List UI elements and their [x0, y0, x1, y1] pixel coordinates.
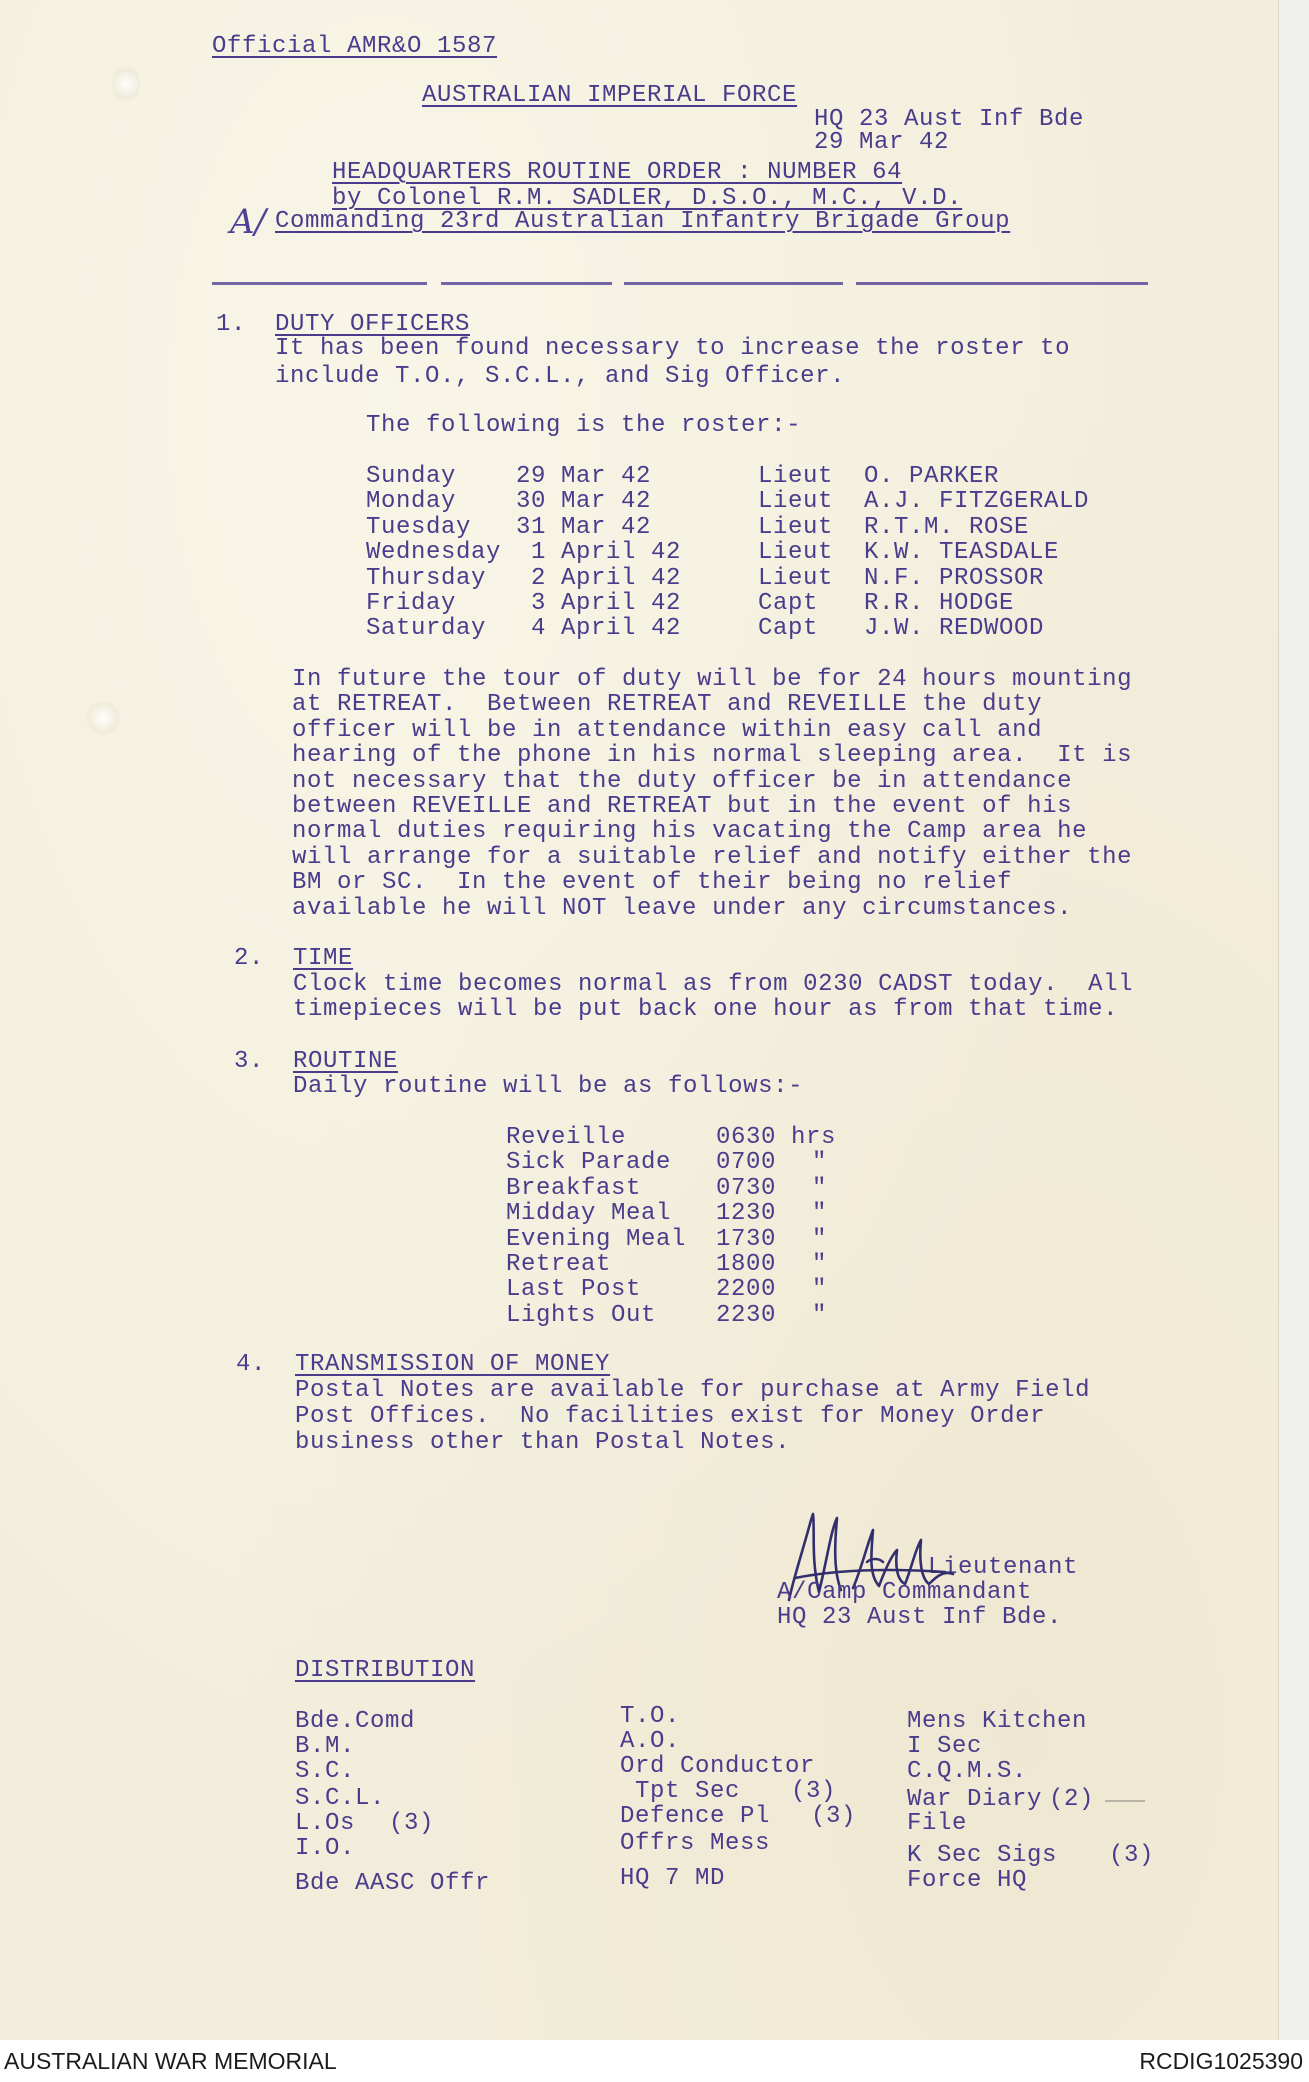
section-heading-routine: ROUTINE	[293, 1048, 399, 1075]
roster-heading: The following is the roster:-	[366, 412, 802, 439]
paragraph-line: between REVEILLE and RETREAT but in the event of his	[292, 792, 1073, 820]
paragraph-line: BM or SC. In the event of their being no relief	[292, 869, 1013, 897]
roster-day: Friday	[366, 590, 457, 617]
routine-time: 1730	[716, 1226, 777, 1253]
roster-officer-name: R.T.M. ROSE	[864, 514, 1030, 541]
paragraph-line: officer will be in attendance within easy call and	[292, 716, 1043, 744]
ditto-mark: "	[812, 1226, 828, 1253]
distribution-item: Mens Kitchen	[907, 1708, 1088, 1735]
archive-name: AUSTRALIAN WAR MEMORIAL	[4, 2048, 337, 2074]
issued-by-line: by Colonel R.M. SADLER, D.S.O., M.C., V.D.	[332, 185, 963, 212]
distribution-item: L.Os	[295, 1810, 356, 1837]
paragraph-line: available he will NOT leave under any circumstances.	[292, 894, 1073, 922]
duty-intro-line: include T.O., S.C.L., and Sig Officer.	[275, 363, 846, 390]
distribution-item: Tpt Sec	[635, 1778, 741, 1805]
distribution-item: S.C.L.	[295, 1785, 386, 1812]
distribution-copies: (2)	[1049, 1786, 1095, 1813]
distribution-item: Bde AASC Offr	[295, 1870, 491, 1897]
archive-footer	[0, 2040, 1309, 2082]
roster-rank: Lieut	[758, 565, 834, 592]
roster-officer-name: K.W. TEASDALE	[864, 539, 1060, 566]
roster-row	[0, 489, 1278, 515]
separator-line-segment	[212, 282, 427, 285]
routine-time: 2230	[716, 1302, 777, 1329]
roster-day: Thursday	[366, 565, 487, 592]
roster-officer-name: N.F. PROSSOR	[864, 565, 1045, 592]
roster-rank: Capt	[758, 615, 819, 642]
routine-row	[0, 1252, 1278, 1278]
separator-line-segment	[856, 282, 1148, 285]
ditto-mark: "	[812, 1149, 828, 1176]
roster-officer-name: O. PARKER	[864, 463, 1000, 490]
distribution-copies: (3)	[1109, 1842, 1155, 1869]
roster-officer-name: A.J. FITZGERALD	[864, 488, 1090, 515]
paragraph-line: In future the tour of duty will be for 24 hours mounting	[292, 666, 1133, 693]
paragraph-line: not necessary that the duty officer be in attendance	[292, 767, 1073, 795]
distribution-item: Ord Conductor	[620, 1753, 816, 1780]
roster-date: 30 Mar 42	[516, 488, 652, 515]
routine-row	[0, 1227, 1278, 1253]
routine-time: 1800	[716, 1251, 777, 1278]
separator-line-segment	[441, 282, 612, 285]
duty-intro-line: It has been found necessary to increase the roster to	[275, 335, 1071, 362]
distribution-item: C.Q.M.S.	[907, 1758, 1028, 1785]
routine-event: Midday Meal	[506, 1200, 672, 1227]
distribution-copies: (3)	[811, 1803, 857, 1830]
paragraph-line: at RETREAT. Between RETREAT and REVEILLE the duty	[292, 691, 1043, 719]
section-number: 1.	[216, 311, 247, 338]
distribution-item: I.O.	[295, 1835, 356, 1862]
section-heading-transmission-of-money: TRANSMISSION OF MONEY	[295, 1351, 611, 1378]
money-line: Postal Notes are available for purchase at Army Field	[295, 1377, 1091, 1404]
roster-day: Wednesday	[366, 539, 502, 566]
routine-event: Lights Out	[506, 1302, 657, 1329]
section-heading-time: TIME	[293, 945, 354, 972]
distribution-item: War Diary	[907, 1786, 1043, 1813]
signatory-unit: HQ 23 Aust Inf Bde.	[777, 1604, 1063, 1631]
roster-officer-name: J.W. REDWOOD	[864, 615, 1045, 642]
roster-row	[0, 616, 1278, 642]
distribution-item: K Sec Sigs	[907, 1842, 1058, 1869]
roster-rank: Lieut	[758, 514, 834, 541]
ditto-mark: "	[812, 1302, 828, 1329]
ditto-mark: "	[812, 1276, 828, 1303]
roster-day: Tuesday	[366, 514, 472, 541]
routine-event: Sick Parade	[506, 1149, 672, 1176]
routine-intro: Daily routine will be as follows:-	[293, 1073, 804, 1100]
roster-date: 3 April 42	[531, 590, 682, 617]
money-line: business other than Postal Notes.	[295, 1429, 791, 1456]
routine-time: 2200	[716, 1276, 777, 1303]
distribution-item: Force HQ	[907, 1867, 1028, 1894]
routine-row	[0, 1303, 1278, 1329]
roster-date: 4 April 42	[531, 615, 682, 642]
section-number: 3.	[234, 1048, 265, 1075]
roster-date: 31 Mar 42	[516, 514, 652, 541]
paper-crease	[86, 700, 120, 736]
money-line: Post Offices. No facilities exist for Money Order	[295, 1403, 1046, 1430]
roster-row	[0, 515, 1278, 541]
roster-rank: Capt	[758, 590, 819, 617]
paragraph-line: hearing of the phone in his normal sleeping area. It is	[292, 742, 1133, 770]
section-number: 2.	[234, 945, 265, 972]
roster-rank: Lieut	[758, 539, 834, 566]
roster-date: 1 April 42	[531, 539, 682, 566]
force-title: AUSTRALIAN IMPERIAL FORCE	[422, 82, 798, 109]
time-line: Clock time becomes normal as from 0230 CADST today. All	[293, 971, 1134, 998]
routine-event: Last Post	[506, 1276, 642, 1303]
ditto-mark: "	[812, 1251, 828, 1278]
distribution-item: A.O.	[620, 1728, 681, 1755]
distribution-copies: (3)	[389, 1810, 435, 1837]
distribution-item: T.O.	[620, 1703, 681, 1730]
roster-day: Saturday	[366, 615, 487, 642]
routine-row	[0, 1150, 1278, 1176]
distribution-copies: (3)	[791, 1778, 837, 1805]
handwritten-acting-prefix: A/	[230, 202, 267, 242]
routine-event: Breakfast	[506, 1175, 642, 1202]
distribution-item: S.C.	[295, 1758, 356, 1785]
routine-row	[0, 1277, 1278, 1303]
routine-time: 0700	[716, 1149, 777, 1176]
routine-time: 0630	[716, 1124, 777, 1151]
signatory-appointment: A/Camp Commandant	[777, 1579, 1033, 1606]
archive-record-id: RCDIG1025390	[1139, 2048, 1303, 2074]
distribution-item: B.M.	[295, 1733, 356, 1760]
roster-row	[0, 591, 1278, 617]
section-heading-duty-officers: DUTY OFFICERS	[275, 311, 471, 338]
distribution-item: Bde.Comd	[295, 1708, 416, 1735]
roster-rank: Lieut	[758, 488, 834, 515]
roster-row	[0, 464, 1278, 490]
time-line: timepieces will be put back one hour as from that time.	[293, 996, 1119, 1023]
roster-date: 29 Mar 42	[516, 463, 652, 490]
distribution-item: Defence Pl	[620, 1803, 771, 1830]
signature-stroke	[867, 1559, 883, 1562]
commanding-line: Commanding 23rd Australian Infantry Brigade Group	[275, 208, 1011, 235]
roster-officer-name: R.R. HODGE	[864, 590, 1015, 617]
routine-event: Reveille	[506, 1124, 627, 1151]
roster-row	[0, 566, 1278, 592]
routine-row	[0, 1176, 1278, 1202]
issuing-hq: HQ 23 Aust Inf Bde	[814, 106, 1085, 133]
paper-crease	[112, 64, 140, 104]
routine-time: 0730	[716, 1175, 777, 1202]
paragraph-line: will arrange for a suitable relief and notify either the	[292, 843, 1133, 871]
roster-row	[0, 540, 1278, 566]
duty-instructions-paragraph	[292, 667, 1132, 921]
paragraph-line: normal duties requiring his vacating the Camp area he	[292, 818, 1088, 846]
distribution-item: I Sec	[907, 1733, 983, 1760]
roster-date: 2 April 42	[531, 565, 682, 592]
pencil-mark	[1105, 1800, 1145, 1802]
distribution-item: File	[907, 1810, 968, 1837]
routine-row	[0, 1201, 1278, 1227]
roster-day: Sunday	[366, 463, 457, 490]
roster-rank: Lieut	[758, 463, 834, 490]
routine-event: Retreat	[506, 1251, 612, 1278]
order-date: 29 Mar 42	[814, 129, 950, 156]
ditto-mark: "	[812, 1200, 828, 1227]
routine-unit: hrs	[791, 1124, 837, 1151]
routine-row	[0, 1125, 1278, 1151]
routine-event: Evening Meal	[506, 1226, 687, 1253]
routine-time: 1230	[716, 1200, 777, 1227]
distribution-item: Offrs Mess	[620, 1830, 771, 1857]
order-title: HEADQUARTERS ROUTINE ORDER : NUMBER 64	[332, 159, 903, 186]
roster-day: Monday	[366, 488, 457, 515]
ditto-mark: "	[812, 1175, 828, 1202]
section-number: 4.	[236, 1351, 267, 1378]
separator-line-segment	[624, 282, 843, 285]
distribution-heading: DISTRIBUTION	[295, 1657, 476, 1684]
distribution-item: HQ 7 MD	[620, 1865, 726, 1892]
signatory-rank: Lieutenant	[928, 1554, 1079, 1581]
official-reference: Official AMR&O 1587	[212, 33, 498, 60]
